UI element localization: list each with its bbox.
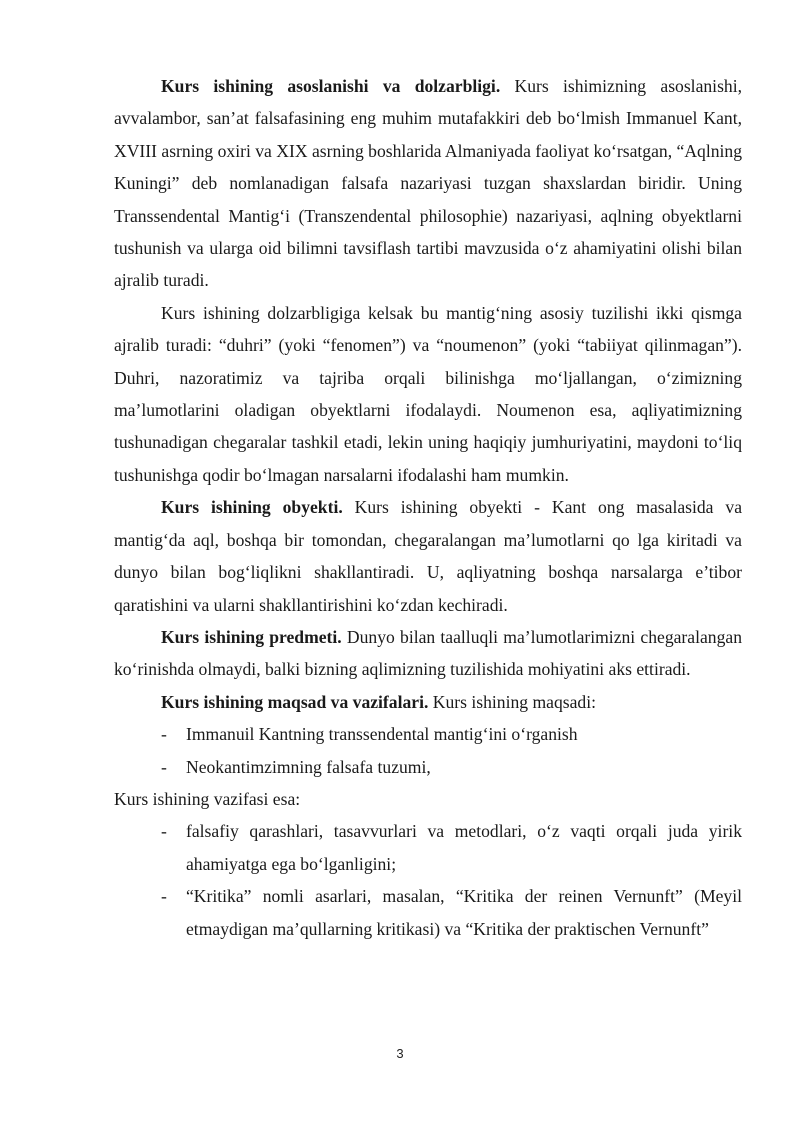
paragraph-rationale: [114, 70, 742, 297]
goals-list: [114, 718, 742, 783]
text-subject: Dunyo bilan taalluqli ma’lumotlarimizni chegaralangan ko‘rinishda olmaydi, balki bizning aqlimizning tuzilishida mohiyatini aks ettiradi.: [114, 626, 742, 680]
heading-rationale: Kurs ishining asoslanishi va dolzarbligi.: [161, 76, 501, 96]
list-item: [114, 718, 742, 750]
paragraph-relevance: [114, 297, 742, 491]
dash-marker: -: [161, 821, 167, 842]
heading-goals: Kurs ishining maqsad va vazifalari.: [161, 691, 429, 712]
page-number: 3: [396, 1046, 404, 1061]
list-item-text: “Kritika” nomli asarlari, masalan, “Kritika der reinen Vernunft” (Meyil etmaydigan ma’qullarning kritikasi) va “Kritika der praktischen Vernunft”: [186, 886, 742, 939]
dash-marker: -: [161, 886, 167, 907]
text-object: Kurs ishining obyekti - Kant ong masalasida va mantig‘da aql, boshqa bir tomondan, chegaralangan ma’lumotlarni qo lga kiritadi va dunyo bilan bog‘liqlikni shakllantiradi. U, aqliyatning boshqa narsalarga e’tibor qaratishini va ularni shakllantirishini ko‘zdan kechiradi.: [114, 497, 743, 615]
list-item: [114, 815, 742, 880]
text-goals: Kurs ishining maqsadi:: [428, 691, 596, 712]
paragraph-tasks-intro: Kurs ishining vazifasi esa:: [114, 788, 301, 809]
dash-marker: -: [161, 756, 167, 777]
list-item: [114, 751, 742, 783]
list-item-text: Neokantimzimning falsafa tuzumi,: [186, 756, 431, 777]
heading-subject: Kurs ishining predmeti.: [161, 626, 342, 647]
text-relevance: Kurs ishining dolzarbligiga kelsak bu mantig‘ning asosiy tuzilishi ikki qismga ajralib turadi: “duhri” (yoki “fenomen”) va “noumenon” (yoki “tabiiyat qilinmagan”). Duhri, nazoratimiz va tajriba orqali bilinishga mo‘ljallangan, o‘zimizning ma’lumotlarini oladigan obyektlarni ifodalaydi. Noumenon esa, aqliyatimizning tushunadigan chegaralar tashkil etadi, lekin uning haqiqiy jumhuriyatini, maydoni to‘liq tushunishga qodir bo‘lmagan narsalarni ifodalashi ham mumkin.: [114, 302, 742, 485]
document-page: [114, 70, 742, 945]
paragraph-subject: [114, 621, 742, 686]
list-item-text: falsafiy qarashlari, tasavvurlari va metodlari, o‘z vaqti orqali juda yirik ahamiyatga ega bo‘lganligini;: [186, 821, 742, 874]
tasks-list: [114, 815, 742, 945]
paragraph-object: [114, 491, 742, 621]
list-item: [114, 880, 742, 945]
dash-marker: -: [161, 724, 167, 745]
list-item-text: Immanuil Kantning transsendental mantig‘ini o‘rganish: [186, 724, 578, 745]
heading-object: Kurs ishining obyekti.: [161, 497, 343, 518]
paragraph-goals: [114, 686, 742, 718]
text-rationale: Kurs ishimizning asoslanishi, avvalambor, san’at falsafasining eng muhim mutafakkiri deb bo‘lmish Immanuel Kant, XVIII asrning oxiri va XIX asrning boshlarida Almaniyada faoliyat ko‘rsatgan, “Aqlning Kuningi” deb nomlanadigan falsafa nazariyasi tuzgan shaxslardan biridir. Uning Transsendental Mantig‘i (Transzendental philosophie) nazariyasi, aqlning obyektlarni tushunish va ularga oid bilimni tavsiflash tartibi mavzusida o‘z ahamiyatini olishi bilan ajralib turadi.: [114, 76, 742, 291]
